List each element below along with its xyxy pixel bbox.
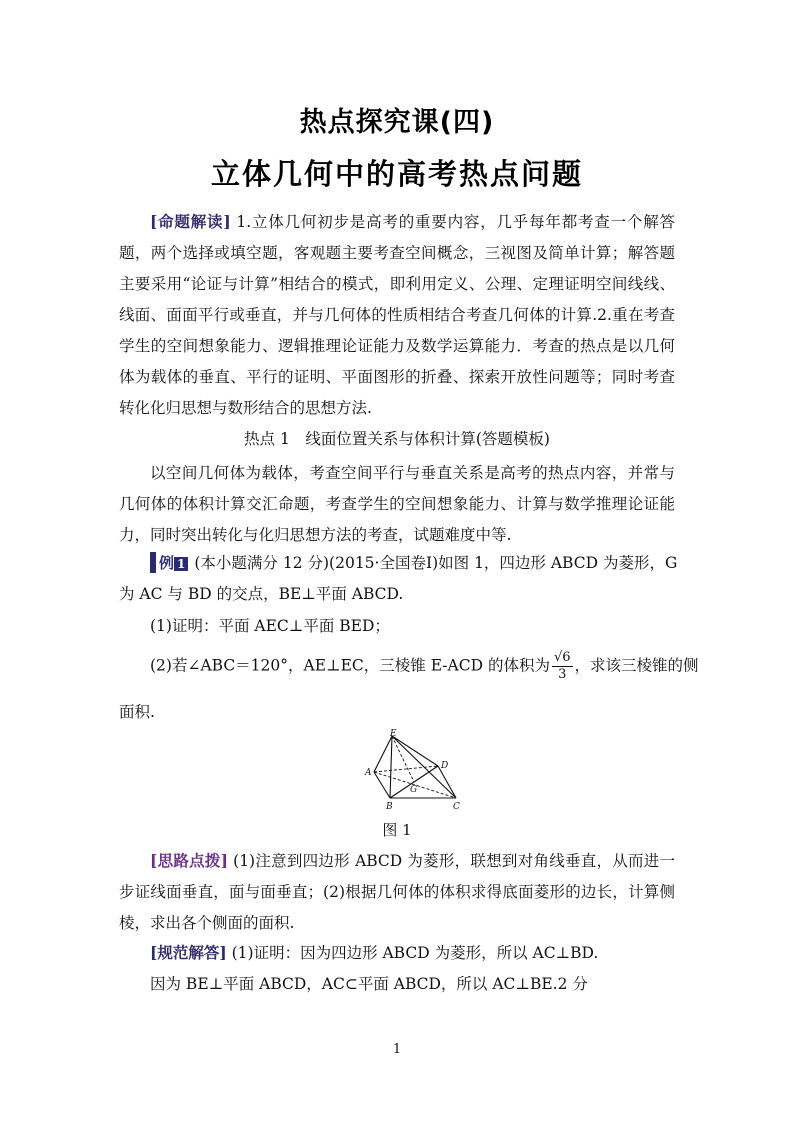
label-B: B [386,802,393,812]
page-number: 1 [392,1042,402,1057]
hotspot-heading: 热点 1 线面位置关系与体积计算(答题模板) [244,430,550,448]
page-subtitle: 立体几何中的高考热点问题 [210,157,583,191]
example-line-2: 为 AC 与 BD 的交点，BE⊥平面 ABCD. [119,585,404,603]
label-C: C [453,802,460,812]
hint-paragraph [119,845,675,939]
hint-tag: [思路点拨] [150,851,228,870]
solution-line-2: 因为 BE⊥平面 ABCD，AC⊂平面 ABCD，所以 AC⊥BE.2 分 [150,975,588,993]
question-2-cont: 面积. [119,703,155,721]
question-1: (1)证明：平面 AEC⊥平面 BED； [150,617,390,635]
page-title: 热点探究课(四) [299,107,495,138]
pyramid-figure [362,728,464,812]
intro-tag: [命题解读] [150,212,231,231]
solution-line-1: [规范解答] (1)证明：因为四边形 ABCD 为菱形，所以 AC⊥BD. [150,943,599,962]
question-2: (2)若∠ABC＝120°，AE⊥EC，三棱锥 E-ACD 的体积为 $\frac{√6}{3}$ ，求该三棱锥的侧 [150,650,699,682]
figure-caption: 图 1 [382,821,412,839]
label-A: A [365,768,372,778]
intro-text: 1.立体几何初步是高考的重要内容，几乎每年都考查一个解答题，两个选择或填空题，客观题主要考查空间概念，三视图及简单计算；解答题主要采用“论证与计算”相结合的模式，即利用定义、公理、定理证明空间线线、线面、面面平行或垂直，并与几何体的性质相结合考查几何体的计算.2.重在考查学生的空间想象能力、逻辑推理论证能力及数学运算能力．考查的热点是以几何体为载体的垂直、平行的证明、平面图形的折叠、探索开放性问题等；同时考查转化化归思想与数形结合的思想方法. [119,213,675,417]
solution-tag: [规范解答] [150,943,227,962]
label-E: E [390,729,397,739]
intro-paragraph [119,206,675,424]
hint-text: (1)注意到四边形 ABCD 为菱形，联想到对角线垂直，从而进一步证线面垂直，面与面垂直；(2)根据几何体的体积求得底面菱形的边长，计算侧棱，求出各个侧面的面积. [119,852,675,932]
example-badge: 例 1 [150,552,188,573]
volume-fraction: $\frac{√6}{3}$ [553,650,571,682]
hotspot-paragraph: 以空间几何体为载体，考查空间平行与垂直关系是高考的热点内容，并常与几何体的体积计算交汇命题，考查学生的空间想象能力、计算与数学推理论证能力，同时突出转化与化归思想方法的考查，试题难度中等. [119,464,675,544]
example-line-1: 例 1 (本小题满分 12 分)(2015·全国卷Ⅰ)如图 1，四边形 ABCD 为菱形，G [150,551,677,573]
label-D: D [441,761,449,771]
label-G: G [410,785,418,795]
